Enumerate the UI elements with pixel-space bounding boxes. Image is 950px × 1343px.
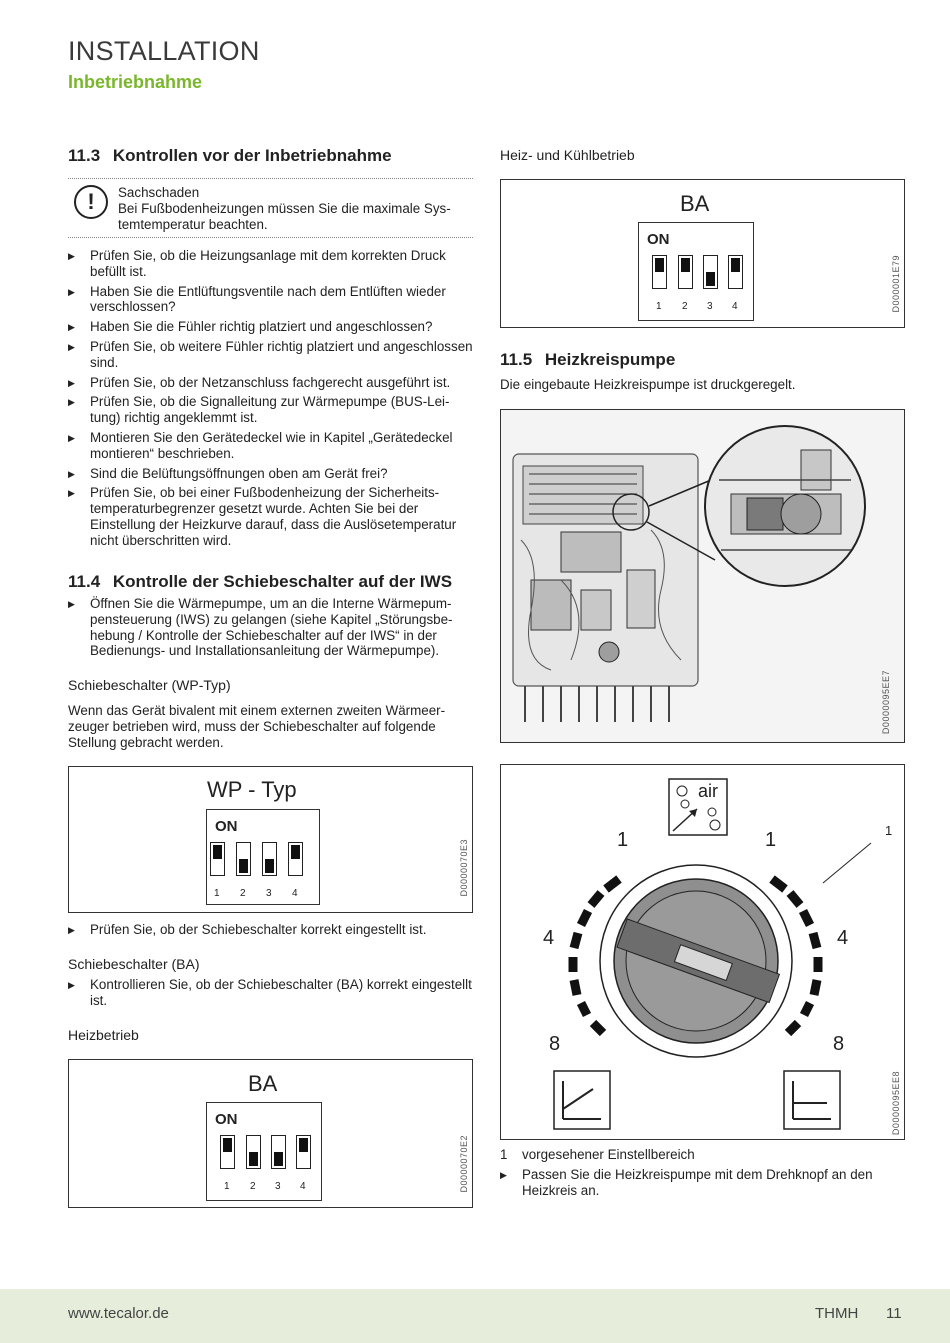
figure-id: D0000095EE7 — [881, 670, 891, 735]
switch-number: 3 — [266, 888, 272, 899]
switch-knob — [249, 1152, 258, 1166]
dip-switch-2 — [678, 255, 693, 289]
switch-number: 4 — [300, 1181, 306, 1192]
list-item: ▶ Prüfen Sie, ob die Signalleitung zur Wärmepumpe (BUS-Leitung) richtig angeklemmt ist. — [68, 394, 473, 426]
section-11-5-heading — [500, 350, 675, 370]
dip-switch-1 — [210, 842, 225, 876]
dip-switch-1 — [220, 1135, 235, 1169]
wp-type-heading: Schiebeschalter (WP-Typ) — [68, 677, 231, 693]
list-item: ▶ Haben Sie die Fühler richtig platziert und angeschlossen? — [68, 319, 473, 335]
dip-switch-4 — [728, 255, 743, 289]
checklist-11-3 — [68, 248, 473, 553]
page-header-subtitle: Inbetriebnahme — [68, 72, 203, 92]
checklist-11-5 — [500, 1167, 905, 1203]
switch-knob — [239, 859, 248, 873]
air-label: air — [698, 781, 719, 801]
legend-number: 1 — [500, 1147, 508, 1162]
figure-ba-heat-cool — [500, 179, 905, 328]
switch-number: 2 — [250, 1181, 256, 1192]
dip-switch-3 — [262, 842, 277, 876]
dip-switch-4 — [288, 842, 303, 876]
list-item: ▶ Montieren Sie den Gerätedeckel wie in Kapitel „Gerätedeckel montieren“ beschrieben. — [68, 430, 473, 462]
switch-knob — [213, 845, 222, 859]
checklist-ba — [68, 977, 473, 1013]
footer-url: www.tecalor.de — [68, 1305, 169, 1322]
switch-number: 1 — [224, 1181, 230, 1192]
switch-knob — [655, 258, 664, 272]
switch-number: 4 — [292, 888, 298, 899]
list-item: ▶ Kontrollieren Sie, ob der Schiebeschalter (BA) korrekt eingestellt ist. — [68, 977, 473, 1009]
dip-on-label: ON — [215, 1111, 238, 1128]
list-item: ▶ Prüfen Sie, ob weitere Fühler richtig platziert und angeschlossen sind. — [68, 339, 473, 371]
section-number: 11.3 — [68, 146, 101, 165]
dip-switch-1 — [652, 255, 667, 289]
figure-id: D0000070E3 — [459, 839, 469, 897]
scale-label-left-8: 8 — [549, 1033, 561, 1055]
switch-number: 4 — [732, 301, 738, 312]
scale-label-right-1: 1 — [765, 829, 777, 851]
switch-number: 2 — [682, 301, 688, 312]
dip-title: BA — [248, 1071, 278, 1096]
checklist-11-4 — [68, 596, 473, 663]
checklist-wp — [68, 922, 473, 942]
dip-switch-block — [638, 222, 754, 321]
figure-id: D0000070E2 — [459, 1135, 469, 1193]
section-number: 11.4 — [68, 572, 101, 591]
dip-switch-4 — [296, 1135, 311, 1169]
section-11-4-heading — [68, 572, 452, 592]
list-item: ▶ Prüfen Sie, ob der Netzanschluss fachgerecht ausgeführt ist. — [68, 375, 473, 391]
section-11-3-heading — [68, 146, 392, 166]
switch-number: 3 — [275, 1181, 281, 1192]
figure-pump-device — [500, 409, 905, 743]
switch-knob — [265, 859, 274, 873]
legend-text: vorgesehener Einstellbereich — [522, 1147, 695, 1162]
callout-number: 1 — [885, 823, 893, 838]
dip-switch-2 — [246, 1135, 261, 1169]
switch-knob — [681, 258, 690, 272]
scale-label-right-8: 8 — [833, 1033, 845, 1055]
dip-switch-block — [206, 1102, 322, 1201]
dip-switch-3 — [703, 255, 718, 289]
list-item: ▶ Öffnen Sie die Wärmepumpe, um an die Interne Wärmepumpensteuerung (IWS) zu gelangen (siehe Kapitel „Störungsbehebung / Kontrolle der Schiebeschalter auf der IWS“ in der Bedienungs- und Installationsanleitung der Wärmepumpe). — [68, 596, 473, 659]
figure-id: D0000095EE8 — [891, 1071, 901, 1136]
dip-title: WP - Typ — [207, 777, 297, 802]
switch-number: 1 — [214, 888, 220, 899]
list-item: ▶ Sind die Belüftungsöffnungen oben am Gerät frei? — [68, 466, 473, 482]
warning-text: Bei Fußbodenheizungen müssen Sie die maximale Systemtemperatur beachten. — [118, 201, 451, 232]
warning-box — [68, 178, 473, 238]
dip-on-label: ON — [215, 818, 238, 835]
switch-number: 3 — [707, 301, 713, 312]
section-number: 11.5 — [500, 350, 533, 369]
list-item: ▶ Haben Sie die Entlüftungsventile nach dem Entlüften wieder verschlossen? — [68, 284, 473, 316]
switch-number: 1 — [656, 301, 662, 312]
list-item: ▶ Passen Sie die Heizkreispumpe mit dem Drehknopf an den Heizkreis an. — [500, 1167, 905, 1199]
ba-heading: Schiebeschalter (BA) — [68, 956, 200, 972]
dip-switch-2 — [236, 842, 251, 876]
list-item: ▶ Prüfen Sie, ob bei einer Fußbodenheizung der Sicherheitstemperaturbegrenzer gesetzt wurde. Achten Sie bei der Einstellung der Heizkurve darauf, dass die Auslösetemperatur nicht überschritten wird. — [68, 485, 473, 548]
section-title: Kontrollen vor der Inbetriebnahme — [112, 146, 392, 165]
switch-knob — [223, 1138, 232, 1152]
knob-illustration — [501, 765, 906, 1141]
switch-knob — [706, 272, 715, 286]
scale-label-right-4: 4 — [837, 927, 849, 949]
heiz-kuehl-heading: Heiz- und Kühlbetrieb — [500, 147, 635, 163]
figure-id: D000001E79 — [891, 255, 901, 313]
switch-knob — [731, 258, 740, 272]
dip-title: BA — [680, 191, 710, 216]
list-item: ▶ Prüfen Sie, ob die Heizungsanlage mit dem korrekten Druck befüllt ist. — [68, 248, 473, 280]
figure-ba-heating — [68, 1059, 473, 1208]
switch-knob — [274, 1152, 283, 1166]
s115-text: Die eingebaute Heizkreispumpe ist druckgeregelt. — [500, 377, 796, 392]
page-header-title: INSTALLATION — [68, 36, 260, 66]
scale-label-left-1: 1 — [617, 829, 629, 851]
list-item: ▶ Prüfen Sie, ob der Schiebeschalter korrekt eingestellt ist. — [68, 922, 473, 938]
footer-model: THMH — [815, 1305, 859, 1322]
switch-number: 2 — [240, 888, 246, 899]
figure-pump-knob — [500, 764, 905, 1140]
section-title: Heizkreispumpe — [544, 350, 676, 369]
figure-wp-type — [68, 766, 473, 913]
dip-on-label: ON — [647, 231, 670, 248]
device-illustration — [501, 410, 905, 743]
scale-label-left-4: 4 — [543, 927, 555, 949]
dip-switch-3 — [271, 1135, 286, 1169]
page-number: 11 — [886, 1305, 902, 1322]
exclamation-icon: ! — [74, 185, 108, 219]
heizbetrieb-heading: Heizbetrieb — [68, 1027, 139, 1043]
switch-knob — [299, 1138, 308, 1152]
wp-type-text: Wenn das Gerät bivalent mit einem externen zweiten Wärmeerzeuger betrieben wird, muss der Schiebeschalter auf folgende Stellung gebracht werden. — [68, 703, 446, 750]
warning-title: Sachschaden — [118, 185, 200, 200]
section-title: Kontrolle der Schiebeschalter auf der IWS — [112, 572, 453, 591]
switch-knob — [291, 845, 300, 859]
dip-switch-block — [206, 809, 320, 905]
